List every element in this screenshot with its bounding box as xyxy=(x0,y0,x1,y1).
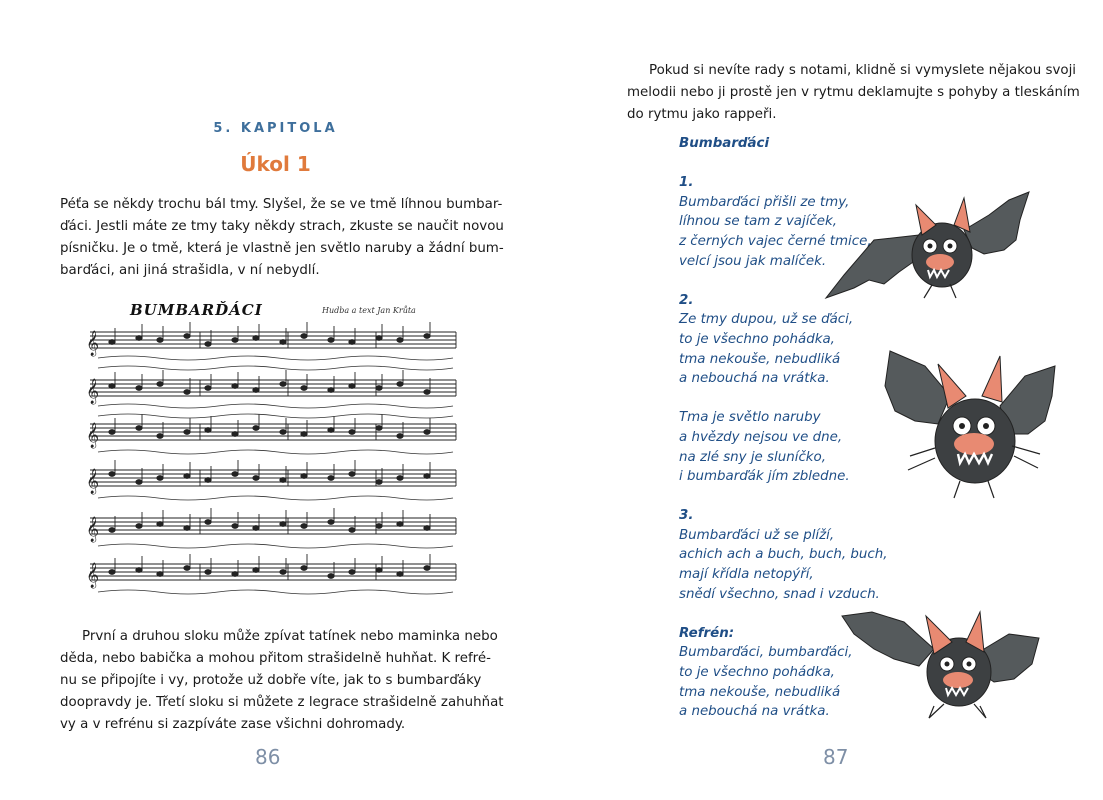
sheet-music-title: BUMBARĎÁCI xyxy=(130,301,263,319)
bat-illustration-3 xyxy=(834,594,1044,724)
note-head xyxy=(253,526,259,531)
note-head xyxy=(301,386,307,391)
note-head xyxy=(349,528,355,533)
note-head xyxy=(280,570,286,575)
refrain-label: Refrén: xyxy=(679,625,735,641)
svg-text:𝄞: 𝄞 xyxy=(86,563,100,588)
note-head xyxy=(232,338,238,343)
note-head xyxy=(157,338,163,343)
note-head xyxy=(109,340,115,345)
body-line: děda, nebo babička a mohou přitom strašidelně huhňat. K refré- xyxy=(60,651,491,666)
sheet-music-credit: Hudba a text Jan Krůta xyxy=(322,306,416,315)
note-head xyxy=(205,428,211,433)
note-head xyxy=(280,478,286,483)
note-head xyxy=(280,340,286,345)
note-head xyxy=(349,430,355,435)
svg-text:𝄞: 𝄞 xyxy=(86,379,100,404)
verse-line: z černých vajec černé tmice, xyxy=(679,233,872,249)
rhythm-line: melodii nebo ji prostě jen v rytmu deklamujte s pohyby a tleskáním xyxy=(627,85,1080,100)
note-head xyxy=(232,524,238,529)
note-head xyxy=(328,388,334,393)
note-head xyxy=(205,386,211,391)
note-head xyxy=(376,386,382,391)
note-head xyxy=(205,570,211,575)
verse-line: i bumbarďák jím zbledne. xyxy=(679,469,850,485)
note-head xyxy=(397,476,403,481)
note-head xyxy=(109,570,115,575)
note-head xyxy=(328,520,334,525)
intro-line: ďáci. Jestli máte ze tmy taky někdy strach, zkuste se naučit novou xyxy=(60,219,504,234)
verse-line: Bumbarďáci už se plíží, xyxy=(679,527,835,543)
note-head xyxy=(253,568,259,573)
note-head xyxy=(205,520,211,525)
note-head xyxy=(232,472,238,477)
verse-line: to je všechno pohádka, xyxy=(679,331,835,347)
bat-illustration-2 xyxy=(880,336,1060,501)
note-head xyxy=(349,384,355,389)
rhythm-line: do rytmu jako rappeři. xyxy=(627,107,777,122)
note-head xyxy=(232,384,238,389)
note-head xyxy=(136,568,142,573)
verse-line: na zlé sny je sluníčko, xyxy=(679,449,827,465)
page-number: 87 xyxy=(823,745,849,769)
note-head xyxy=(328,476,334,481)
verse-line: a hvězdy nejsou ve dne, xyxy=(679,429,843,445)
note-head xyxy=(397,572,403,577)
note-head xyxy=(301,474,307,479)
note-head xyxy=(397,434,403,439)
verse-line: Bumbarďáci přišli ze tmy, xyxy=(679,194,850,210)
page-number: 86 xyxy=(255,745,281,769)
verse-number: 3. xyxy=(679,508,694,524)
note-head xyxy=(301,334,307,339)
refrain-line: tma nekouše, nebudliká xyxy=(679,684,841,700)
task-title: Úkol 1 xyxy=(240,152,311,176)
note-head xyxy=(157,476,163,481)
note-head xyxy=(109,384,115,389)
left-page xyxy=(0,0,551,800)
note-head xyxy=(184,334,190,339)
body-line: vy a v refrénu si zazpíváte zase všichni dohromady. xyxy=(60,717,406,732)
note-head xyxy=(280,382,286,387)
note-head xyxy=(301,566,307,571)
note-head xyxy=(157,522,163,527)
note-head xyxy=(349,340,355,345)
note-head xyxy=(184,526,190,531)
body-line: nu se připojíte i vy, protože už dobře víte, jak to s bumbarďáky xyxy=(60,673,482,688)
note-head xyxy=(157,572,163,577)
note-head xyxy=(184,430,190,435)
note-head xyxy=(280,522,286,527)
note-head xyxy=(232,572,238,577)
note-head xyxy=(376,336,382,341)
note-head xyxy=(328,338,334,343)
verse-line: Tma je světlo naruby xyxy=(679,410,821,426)
note-head xyxy=(136,524,142,529)
body-line: První a druhou sloku může zpívat tatínek nebo maminka nebo xyxy=(82,629,498,644)
refrain-line: a nebouchá na vrátka. xyxy=(679,704,830,720)
note-head xyxy=(301,432,307,437)
svg-text:𝄞: 𝄞 xyxy=(86,423,100,448)
note-head xyxy=(349,570,355,575)
svg-text:𝄞: 𝄞 xyxy=(86,517,100,542)
note-head xyxy=(253,476,259,481)
note-head xyxy=(184,566,190,571)
verse-number: 2. xyxy=(679,292,694,308)
note-head xyxy=(424,474,430,479)
note-head xyxy=(109,430,115,435)
verse-line: snědí všechno, snad i vzduch. xyxy=(679,586,880,602)
note-head xyxy=(424,430,430,435)
note-head xyxy=(136,426,142,431)
intro-line: Péťa se někdy trochu bál tmy. Slyšel, že se ve tmě líhnou bumbar- xyxy=(60,197,503,212)
note-head xyxy=(301,524,307,529)
note-head xyxy=(136,480,142,485)
note-head xyxy=(397,338,403,343)
note-head xyxy=(253,336,259,341)
verse-number: 1. xyxy=(679,175,694,191)
note-head xyxy=(157,382,163,387)
note-head xyxy=(328,428,334,433)
note-head xyxy=(376,480,382,485)
note-head xyxy=(157,434,163,439)
note-head xyxy=(424,526,430,531)
note-head xyxy=(184,474,190,479)
verse-line: velcí jsou jak malíček. xyxy=(679,253,827,269)
note-head xyxy=(184,390,190,395)
note-head xyxy=(205,342,211,347)
note-head xyxy=(253,388,259,393)
intro-line: barďáci, ani jiná strašidla, v ní nebydlí. xyxy=(60,263,320,278)
verse-line: líhnou se tam z vajíček, xyxy=(679,214,838,230)
refrain-line: to je všechno pohádka, xyxy=(679,665,835,681)
note-head xyxy=(349,472,355,477)
svg-text:𝄞: 𝄞 xyxy=(86,469,100,494)
sheet-music xyxy=(78,296,464,602)
note-head xyxy=(109,472,115,477)
note-head xyxy=(397,382,403,387)
note-head xyxy=(424,566,430,571)
right-page xyxy=(552,0,1103,800)
rhythm-paragraph xyxy=(627,60,1080,126)
note-head xyxy=(136,386,142,391)
chapter-label: 5. KAPITOLA xyxy=(213,121,338,136)
note-head xyxy=(424,390,430,395)
intro-paragraph xyxy=(60,194,504,282)
svg-text:𝄞: 𝄞 xyxy=(86,331,100,356)
note-head xyxy=(280,430,286,435)
note-head xyxy=(397,522,403,527)
note-head xyxy=(109,528,115,533)
intro-line: písničku. Je o tmě, která je vlastně jen světlo naruby a žádní bum- xyxy=(60,241,504,256)
body-paragraph xyxy=(60,626,504,736)
note-head xyxy=(376,524,382,529)
refrain-line: Bumbarďáci, bumbarďáci, xyxy=(679,645,853,661)
note-head xyxy=(328,574,334,579)
note-head xyxy=(424,334,430,339)
note-head xyxy=(253,426,259,431)
verse-line: mají křídla netopýří, xyxy=(679,567,814,583)
verse-line: achich ach a buch, buch, buch, xyxy=(679,547,888,563)
bat-illustration-1 xyxy=(824,180,1034,305)
verse-line: a nebouchá na vrátka. xyxy=(679,371,830,387)
note-head xyxy=(376,426,382,431)
body-line: doopravdy je. Třetí sloku si můžete z legrace strašidelně zahuhňat xyxy=(60,695,504,710)
note-head xyxy=(232,432,238,437)
note-head xyxy=(136,336,142,341)
poem-title: Bumbarďáci xyxy=(679,136,770,151)
note-head xyxy=(205,478,211,483)
rhythm-line: Pokud si nevíte rady s notami, klidně si vymyslete nějakou svoji xyxy=(649,63,1077,78)
verse-line: Ze tmy dupou, už se ďáci, xyxy=(679,312,854,328)
note-head xyxy=(376,568,382,573)
verse-line: tma nekouše, nebudliká xyxy=(679,351,841,367)
